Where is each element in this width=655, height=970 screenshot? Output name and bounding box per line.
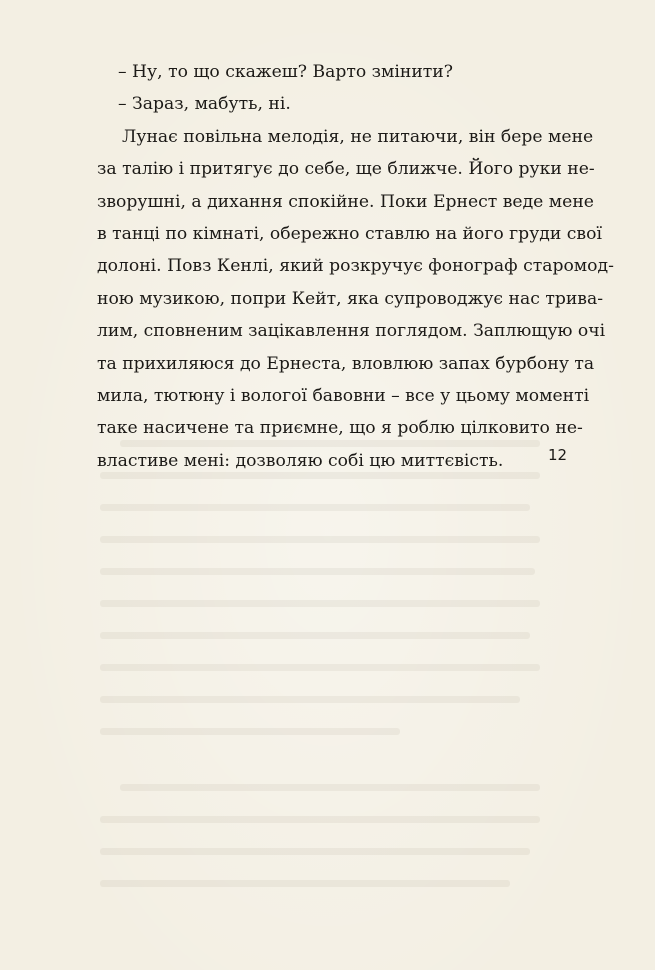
text-line: за талію і притягує до себе, ще ближче. Його руки не- [97, 159, 595, 180]
text-line: – Ну, то що скажеш? Варто змінити? [118, 62, 453, 82]
page-number: 12 [548, 446, 568, 464]
text-line: властиве мені: дозволяю собі цю миттєвість. [97, 450, 504, 471]
text-line: таке насичене та приємне, що я роблю цілковито не- [97, 418, 583, 439]
text-line: зворушні, а дихання спокійне. Поки Ернест веде мене [97, 191, 594, 212]
text-line: ною музикою, попри Кейт, яка супроводжує нас трива- [97, 288, 604, 309]
text-line: в танці по кімнаті, обережно ставлю на його груди свої [97, 224, 602, 245]
text-line: Лунає повільна мелодія, не питаючи, він бере мене [122, 126, 594, 147]
text-line: мила, тютюну і вологої бавовни – все у цьому моменті [97, 386, 590, 407]
text-line: долоні. Повз Кенлі, який розкручує фонограф старомод- [97, 256, 614, 277]
text-line: лим, сповненим зацікавлення поглядом. Заплющую очі [97, 321, 606, 342]
text-line: та прихиляюся до Ернеста, вловлюю запах бурбону та [97, 353, 595, 374]
body-text [97, 56, 614, 477]
text-line: – Зараз, мабуть, ні. [118, 94, 291, 115]
